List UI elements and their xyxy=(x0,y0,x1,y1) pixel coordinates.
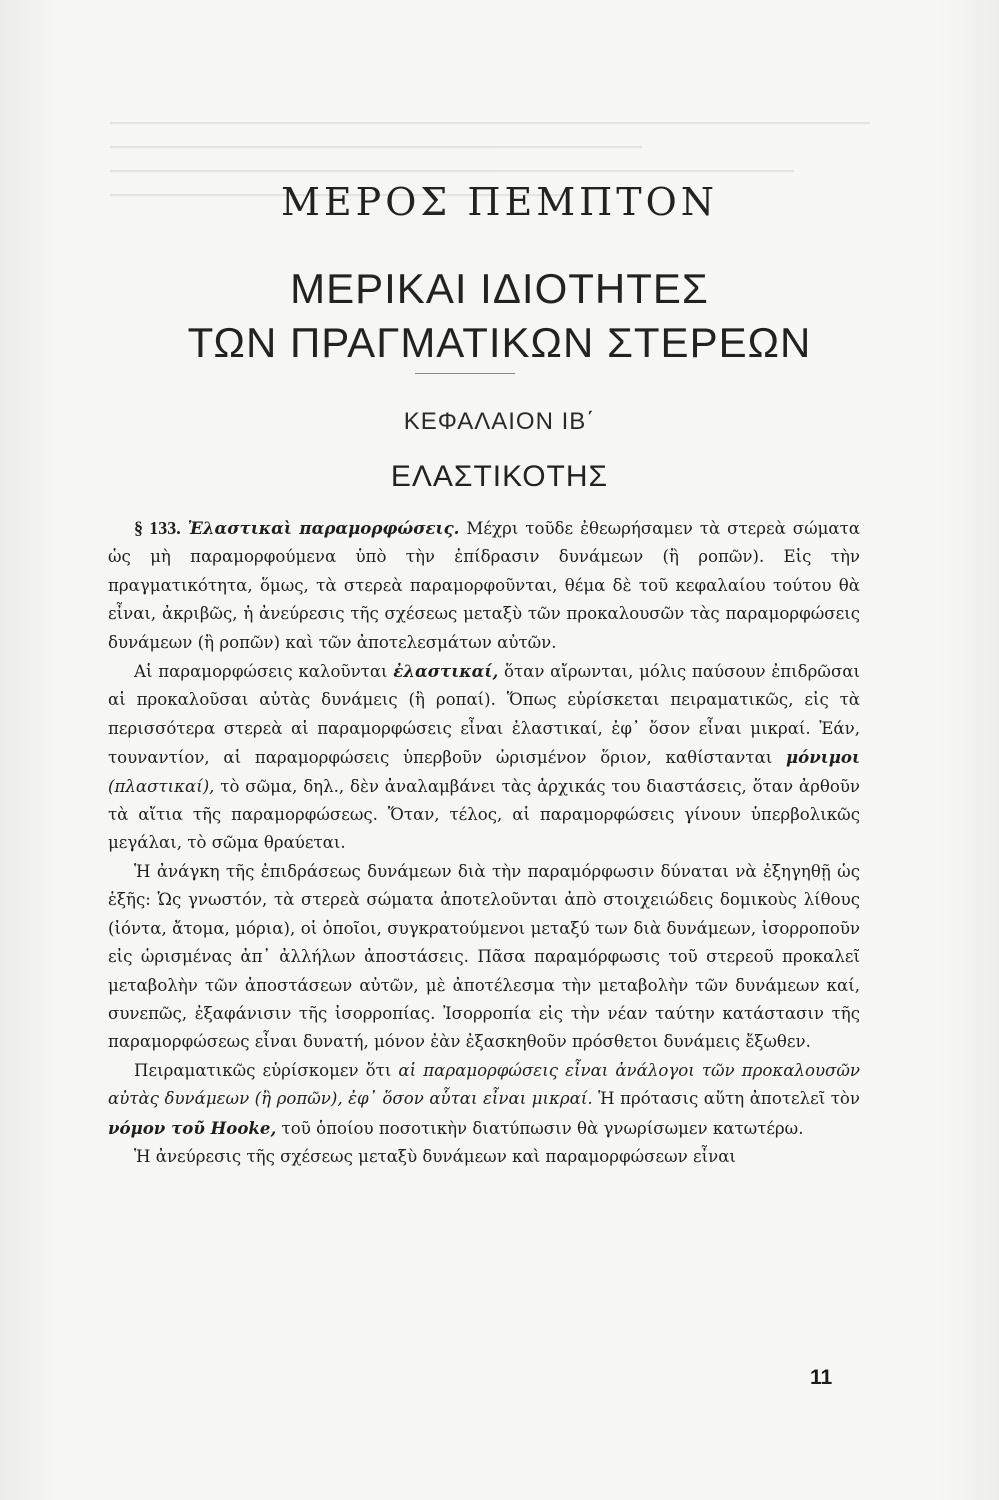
main-title-line-1: ΜΕΡΙΚΑΙ ΙΔΙΟΤΗΤΕΣ xyxy=(290,265,709,312)
body-text xyxy=(108,514,860,1171)
text-run: ὅταν αἴρωνται, μόλις παύσουν ἐπιδρῶσαι αἱ προκαλοῦσαι αὐτὰς δυνάμεις (ἢ ροπαί). Ὅπως εὑρίσκεται πειραματικῶς, εἰς τὰ περισσότερα στερεὰ αἱ παραμορφώσεις εἶναι ἐλαστικαί, ἐφ᾿ ὅσον εἶναι μικραί. Ἐάν, τουναντίον, αἱ παραμορφώσεις ὑπερβοῦν ὡρισμένον ὅριον, καθίστανται xyxy=(108,662,860,768)
page-number: 11 xyxy=(810,1366,833,1389)
hooke-law-term: νόμον τοῦ Hooke, xyxy=(108,1117,277,1138)
chapter-title: ΕΛΑΣΤΙΚΟΤΗΣ xyxy=(390,460,609,493)
main-title xyxy=(0,262,999,370)
term-elastic: ἐλαστικαί, xyxy=(393,661,499,682)
section-title: Ἐλαστικαὶ παραμορφώσεις. xyxy=(187,518,460,538)
term-plastic: (πλαστικαί), xyxy=(108,776,215,796)
chapter-label: ΚΕΦΑΛΑΙΟΝ ΙΒ΄ xyxy=(403,408,596,435)
paragraph-5: Ἡ ἀνεύρεσις τῆς σχέσεως μεταξὺ δυνάμεων καὶ παραμορφώσεων εἶναι xyxy=(134,1146,736,1166)
section-number: § 133. xyxy=(134,518,181,538)
term-permanent: μόνιμοι xyxy=(786,747,860,768)
law-statement: αἱ παραμορφώσεις εἶναι ἀνάλογοι τῶν προκαλουσῶν αὐτὰς δυνάμεων (ἢ ροπῶν), ἐφ᾿ ὅσον αὗται εἶναι μικραί. xyxy=(108,1060,861,1109)
text-run: τὸ σῶμα, δηλ., δὲν ἀναλαμβάνει τὰς ἀρχικάς του διαστάσεις, ὅταν ἀρθοῦν τὰ αἴτια τῆς παραμορφώσεως. Ὅταν, τέλος, αἱ παραμορφώσεις γίνουν ὑπερβολικῶς μεγάλαι, τὸ σῶμα θραύεται. xyxy=(108,776,860,853)
text-run: Αἱ παραμορφώσεις καλοῦνται xyxy=(134,662,394,682)
paragraph-1 xyxy=(108,514,860,657)
paragraph-2 xyxy=(108,657,860,858)
section-text: Μέχρι τοῦδε ἐθεωρήσαμεν τὰ στερεὰ σώματα ὡς μὴ παραμορφούμενα ὑπὸ τὴν ἐπίδρασιν δυνάμεων (ἢ ροπῶν). Εἰς τὴν πραγματικότητα, ὅμως, τὰ στερεὰ παραμορφοῦνται, θέμα δὲ τοῦ κεφαλαίου τούτου θὰ εἶναι, ἀκριβῶς, ἡ ἀνεύρεσις τῆς σχέσεως μεταξὺ τῶν προκαλουσῶν τὰς παραμορφώσεις δυνάμεων (ἢ ροπῶν) καὶ τῶν ἀποτελεσμάτων αὐτῶν. xyxy=(108,519,861,652)
part-title: ΜΕΡΟΣ ΠΕΜΠΤΟΝ xyxy=(281,180,718,224)
title-divider xyxy=(415,373,515,374)
paragraph-3: Ἡ ἀνάγκη τῆς ἐπιδράσεως δυνάμεων διὰ τὴν παραμόρφωσιν δύναται νὰ ἐξηγηθῇ ὡς ἑξῆς: Ὡς γνωστόν, τὰ στερεὰ σώματα ἀποτελοῦνται ἀπὸ στοιχειώδεις δομικοὺς λίθους (ἰόντα, ἄτομα, μόρια), οἱ ὁποῖοι, συγκρατούμενοι μεταξύ των διὰ δυνάμεων, ἰσορροποῦν εἰς ὡρισμένας ἀπ᾿ ἀλλήλων ἀποστάσεις. Πᾶσα παραμόρφωσις τοῦ στερεοῦ προκαλεῖ μεταβολὴν τῶν ἀποστάσεων αὐτῶν, μὲ ἀποτέλεσμα τὴν μεταβολὴν τῶν δυνάμεων καί, συνεπῶς, ἐξαφάνισιν τῆς ἰσορροπίας. Ἰσορροπία εἰς τὴν νέαν ταύτην κατάστασιν τῆς παραμορφώσεως εἶναι δυνατή, μόνον ἐὰν ἐξασκηθοῦν πρόσθετοι δυνάμεις ἔξωθεν. xyxy=(108,861,860,1052)
paragraph-4 xyxy=(108,1057,860,1143)
text-run: τοῦ ὁποίου ποσοτικὴν διατύπωσιν θὰ γνωρίσωμεν κατωτέρω. xyxy=(276,1118,804,1138)
text-run: Πειραματικῶς εὑρίσκομεν ὅτι xyxy=(134,1060,399,1080)
main-title-line-2: ΤΩΝ ΠΡΑΓΜΑΤΙΚΩΝ ΣΤΕΡΕΩΝ xyxy=(187,319,812,366)
text-run: Ἡ πρότασις αὕτη ἀποτελεῖ τὸν xyxy=(592,1089,860,1109)
